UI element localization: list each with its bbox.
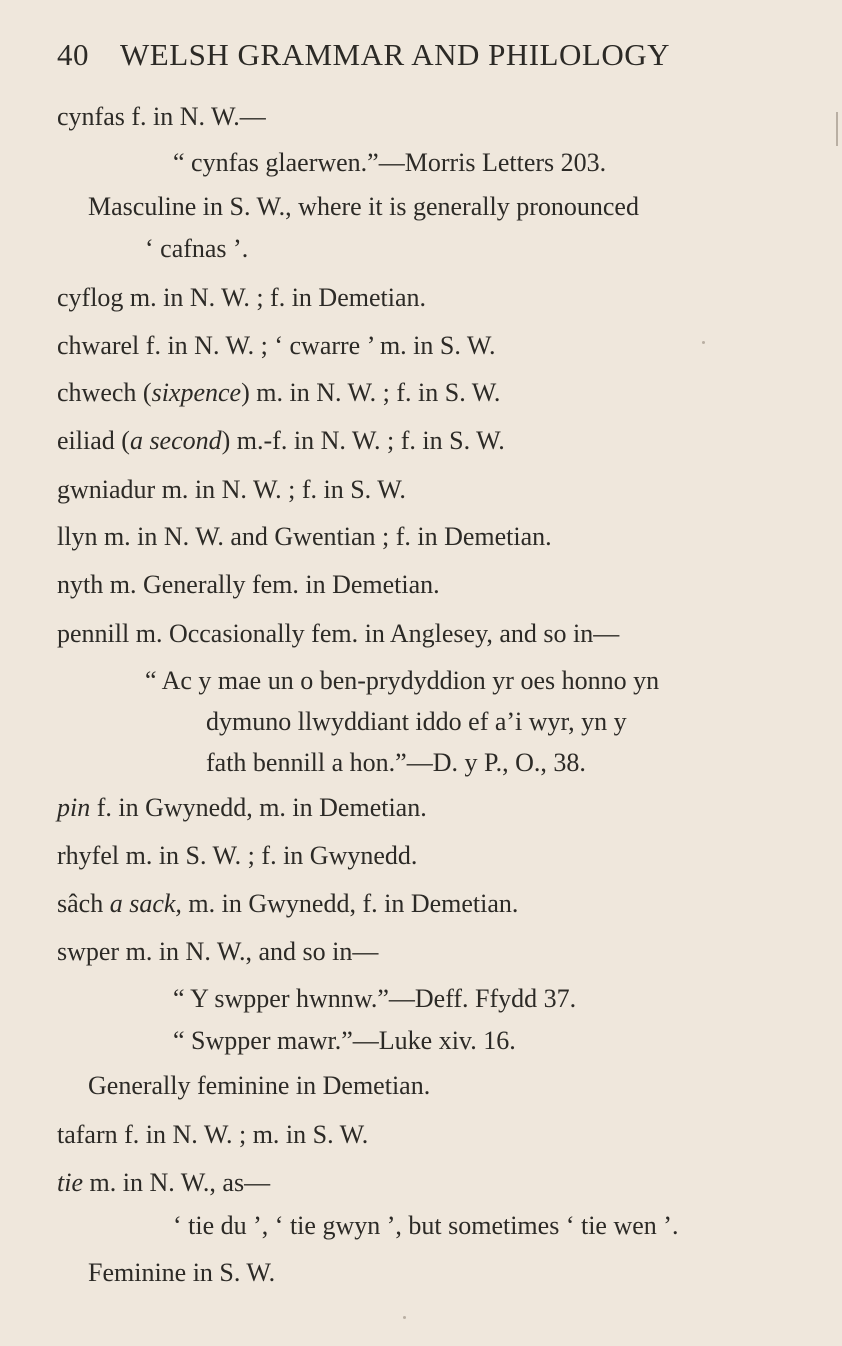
headword: chwarel: [57, 331, 140, 360]
entry-llyn: [0, 520, 842, 554]
headword: sâch: [57, 889, 104, 918]
gloss: a sack,: [109, 889, 182, 918]
headword: pennill: [57, 619, 130, 648]
entry-text: m. in Gwynedd, f. in Demetian.: [181, 889, 519, 918]
entry-text: m. Generally fem. in Demetian.: [103, 570, 440, 599]
entry-text: m. in N. W. ; f. in Demetian.: [123, 283, 427, 312]
headword: gwniadur: [57, 475, 156, 504]
headword: eiliad: [57, 426, 115, 455]
headword: pin: [57, 793, 91, 822]
headword: rhyfel: [57, 841, 120, 870]
gloss: sixpence: [151, 378, 242, 407]
speck: [403, 1316, 406, 1319]
entry-nyth: [0, 568, 842, 602]
entry-cyflog: [0, 281, 842, 315]
headword: cynfas: [57, 102, 125, 131]
entry-chwech: chwech (sixpence) m. in N. W. ; f. in S. W.: [57, 378, 501, 407]
page-number: 40: [57, 37, 89, 72]
entry-text: m. in N. W., as—: [83, 1168, 271, 1197]
headword: nyth: [57, 570, 104, 599]
quotation: “ Y swpper hwnnw.”—Deff. Ffydd 37.: [173, 984, 577, 1013]
entry-rhyfel: [0, 839, 842, 873]
quotation-continuation: dymuno llwyddiant iddo ef a’i wyr, yn y: [206, 707, 627, 736]
entry-text: m. in N. W. and Gwentian ; f. in Demetian.: [97, 522, 552, 551]
entry-pin: [0, 791, 842, 825]
entry-text: m. in N. W., and so in—: [119, 937, 379, 966]
entry-gwniadur: [0, 473, 842, 507]
entry-text: m. in S. W. ; f. in Gwynedd.: [119, 841, 418, 870]
quotation-continuation: fath bennill a hon.”—D. y P., O., 38.: [206, 748, 586, 777]
note: Generally feminine in Demetian.: [88, 1071, 431, 1100]
quotation: “ Swpper mawr.”—Luke xiv. 16.: [173, 1026, 516, 1055]
headword: swper: [57, 937, 120, 966]
headword: tie: [57, 1168, 83, 1197]
entry-text: m. Occasionally fem. in Anglesey, and so in—: [129, 619, 620, 648]
entry-text: ) m. in N. W. ; f. in S. W.: [241, 378, 501, 407]
entry-text: f. in N. W. ; ‘ cwarre ’ m. in S. W.: [139, 331, 496, 360]
running-title: WELSH GRAMMAR AND PHILOLOGY: [120, 37, 670, 72]
quotation: ‘ tie du ’, ‘ tie gwyn ’, but sometimes ‘ tie wen ’.: [173, 1211, 679, 1240]
quotation: “ cynfas glaerwen.”—Morris Letters 203.: [173, 148, 607, 177]
note: Feminine in S. W.: [88, 1258, 276, 1287]
headword: tafarn: [57, 1120, 118, 1149]
gloss: a second: [129, 426, 222, 455]
headword: llyn: [57, 522, 98, 551]
entry-pennill: [0, 617, 842, 651]
quotation: “ Ac y mae un o ben-prydyddion yr oes honno yn: [145, 666, 660, 695]
speck: [702, 341, 705, 344]
entry-tafarn: [0, 1118, 842, 1152]
headword: cyflog: [57, 283, 124, 312]
entry-sach: [0, 887, 842, 921]
note: Masculine in S. W., where it is generally pronounced: [88, 192, 639, 221]
entry-swper: [0, 935, 842, 969]
entry-text: f. in N. W.—: [124, 102, 266, 131]
entry-cynfas: [0, 100, 842, 134]
note-continuation: ‘ cafnas ’.: [145, 234, 249, 263]
entry-eiliad: eiliad (a second) m.-f. in N. W. ; f. in S. W.: [57, 426, 505, 455]
entry-tie: [0, 1166, 842, 1200]
margin-mark: [836, 112, 838, 146]
entry-chwarel: [0, 329, 842, 363]
entry-text: ) m.-f. in N. W. ; f. in S. W.: [221, 426, 505, 455]
headword: chwech: [57, 378, 137, 407]
entry-text: f. in Gwynedd, m. in Demetian.: [90, 793, 427, 822]
entry-text: f. in N. W. ; m. in S. W.: [117, 1120, 369, 1149]
entry-text: m. in N. W. ; f. in S. W.: [155, 475, 406, 504]
